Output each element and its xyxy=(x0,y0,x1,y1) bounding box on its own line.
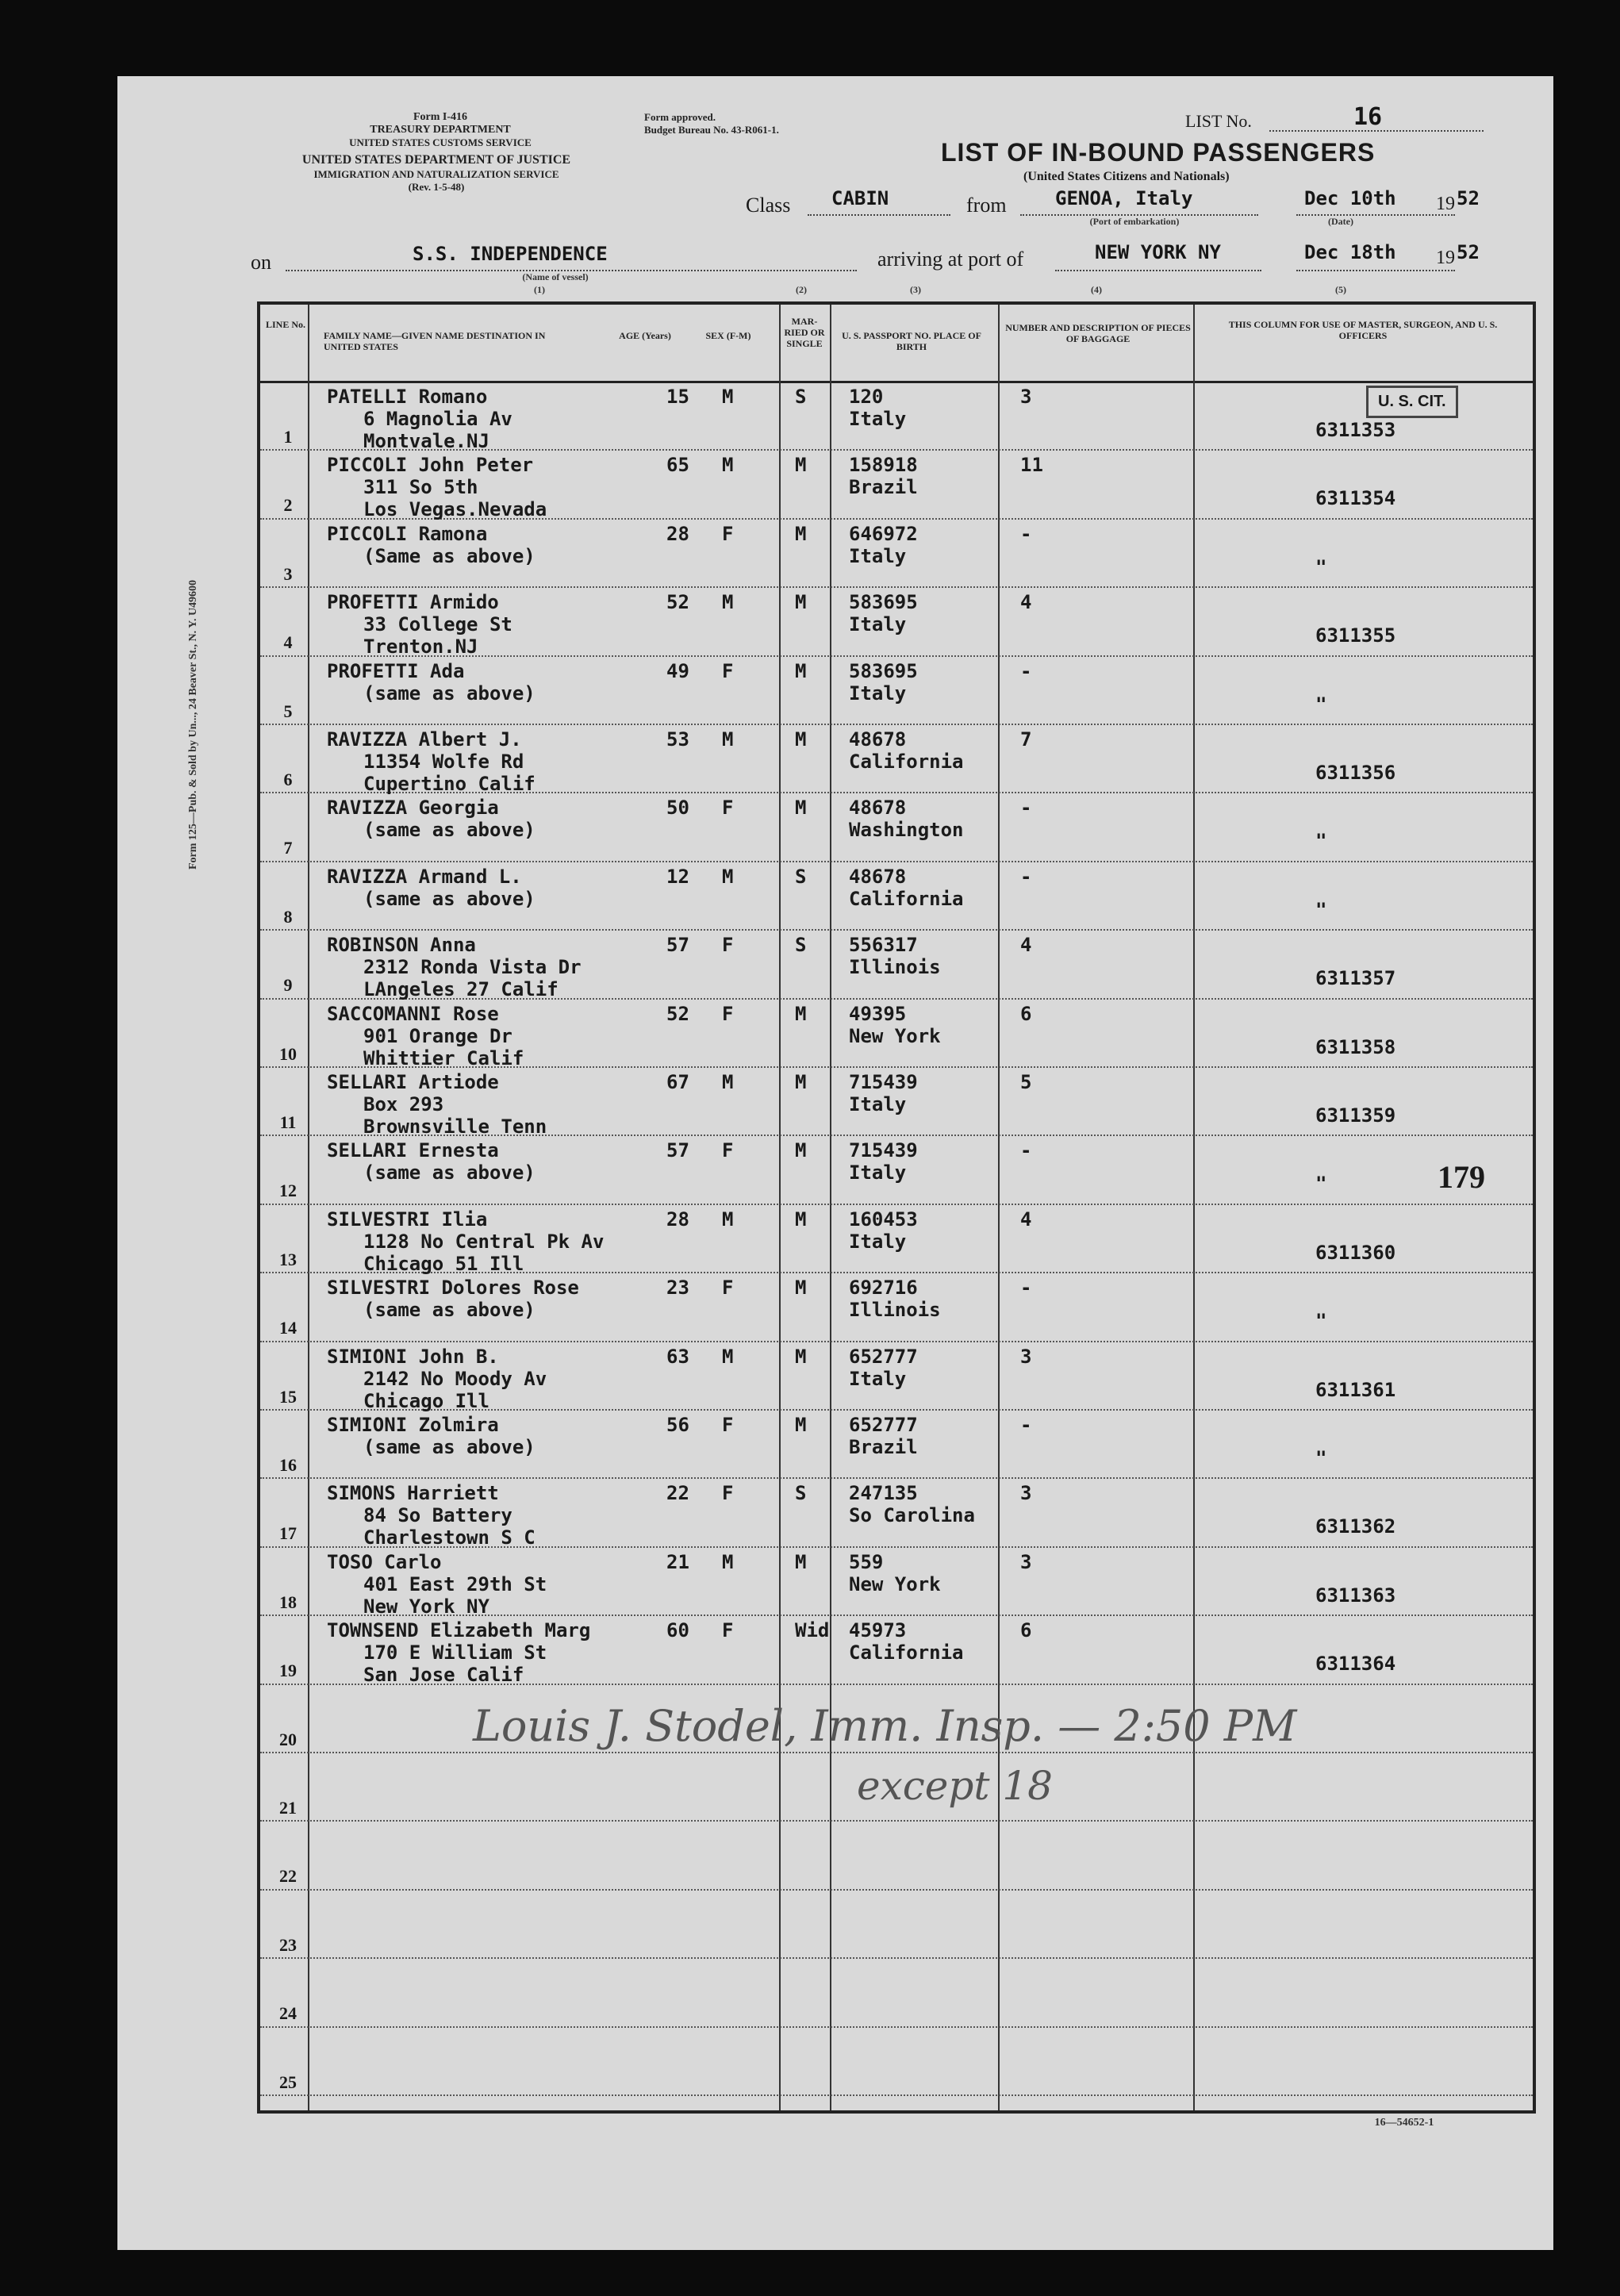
cell-pob: Brazil xyxy=(849,1436,918,1458)
cell-sex: F xyxy=(722,934,734,957)
cell-off: 6311363 xyxy=(1315,1584,1396,1607)
cell-sex: M xyxy=(722,1208,734,1231)
cell-pp: 556317 xyxy=(849,934,918,957)
table-row xyxy=(260,586,1533,656)
line-number: 10 xyxy=(279,1043,297,1064)
cell-bag: 4 xyxy=(1020,1208,1032,1231)
cell-ms: M xyxy=(795,1139,807,1162)
cell-pp: 49395 xyxy=(849,1002,907,1025)
line-number: 4 xyxy=(283,632,293,653)
cell-age: 21 xyxy=(666,1550,689,1573)
cell-name: PROFETTI Ada xyxy=(327,659,465,682)
cell-age: 52 xyxy=(666,1002,689,1025)
cell-ms: M xyxy=(795,1002,807,1025)
cell-age: 57 xyxy=(666,1139,689,1162)
cell-off: " xyxy=(1315,898,1327,921)
cell-name: TOWNSEND Elizabeth Marg xyxy=(327,1619,591,1642)
form-approved: Form approved. xyxy=(644,111,716,123)
cell-ms: S xyxy=(795,934,807,957)
cell-age: 23 xyxy=(666,1277,689,1300)
year1-value: 52 xyxy=(1457,187,1480,209)
line-number: 14 xyxy=(279,1318,297,1338)
table-row xyxy=(260,1204,1533,1273)
cell-pob: Brazil xyxy=(849,476,918,499)
cell-ms: M xyxy=(795,797,807,820)
cell-pob: California xyxy=(849,1641,964,1664)
cell-pob: Italy xyxy=(849,408,907,430)
line-number: 22 xyxy=(279,1866,297,1887)
date2-line xyxy=(1296,270,1455,271)
th-baggage: NUMBER AND DESCRIPTION OF PIECES OF BAGGAGE xyxy=(1005,322,1191,344)
cell-pob: Italy xyxy=(849,613,907,636)
cell-pp: 48678 xyxy=(849,728,907,751)
cell-addr1: 6 Magnolia Av xyxy=(363,408,512,430)
cell-pob: New York xyxy=(849,1572,941,1595)
table-row xyxy=(260,449,1533,519)
cell-off: " xyxy=(1315,1310,1327,1333)
th-officers: THIS COLUMN FOR USE OF MASTER, SURGEON, AND U. S. OFFICERS xyxy=(1228,319,1498,341)
cell-addr2: Montvale.NJ xyxy=(363,430,489,452)
cell-sex: F xyxy=(722,1139,734,1162)
from-value: GENOA, Italy xyxy=(1055,187,1193,209)
cell-bag: 3 xyxy=(1020,1482,1032,1505)
cell-pob: Italy xyxy=(849,1161,907,1184)
line-number: 18 xyxy=(279,1591,297,1612)
th-line: LINE No. xyxy=(265,319,305,330)
table-row xyxy=(260,929,1533,999)
cell-off: 6311364 xyxy=(1315,1653,1396,1676)
cell-addr1: (same as above) xyxy=(363,1161,536,1184)
class-value: CABIN xyxy=(831,187,889,209)
year1-prefix: 19 xyxy=(1436,194,1455,214)
cell-addr1: (same as above) xyxy=(363,682,536,705)
col-num-2: (2) xyxy=(796,284,807,295)
cell-ms: M xyxy=(795,522,807,545)
cell-name: PICCOLI John Peter xyxy=(327,454,534,477)
cell-name: PICCOLI Ramona xyxy=(327,522,488,545)
th-name: FAMILY NAME—GIVEN NAME DESTINATION IN UNITED STATES xyxy=(324,330,546,352)
cell-off: 6311356 xyxy=(1315,762,1396,784)
cell-age: 22 xyxy=(666,1482,689,1505)
line-number: 9 xyxy=(283,975,293,996)
cell-age: 49 xyxy=(666,659,689,682)
cell-pp: 715439 xyxy=(849,1139,918,1162)
cell-off: 6311357 xyxy=(1315,967,1396,990)
cell-pp: 45973 xyxy=(849,1619,907,1642)
cell-off: 6311361 xyxy=(1315,1378,1396,1401)
cell-age: 12 xyxy=(666,865,689,888)
col-num-3: (3) xyxy=(910,284,921,295)
cell-name: RAVIZZA Albert J. xyxy=(327,728,522,751)
line-number: 24 xyxy=(279,2003,297,2024)
line-number: 13 xyxy=(279,1249,297,1269)
line-number: 7 xyxy=(283,838,293,858)
cell-off: " xyxy=(1315,1173,1327,1196)
table-header xyxy=(260,305,1533,383)
cell-ms: M xyxy=(795,1071,807,1093)
dept-ins: IMMIGRATION AND NATURALIZATION SERVICE xyxy=(313,168,559,180)
cell-pob: Washington xyxy=(849,819,964,842)
cell-age: 53 xyxy=(666,728,689,751)
line-number: 6 xyxy=(283,770,293,789)
cell-pp: 160453 xyxy=(849,1208,918,1231)
cell-age: 63 xyxy=(666,1345,689,1368)
line-number: 16 xyxy=(279,1455,297,1475)
cell-off: " xyxy=(1315,830,1327,853)
cell-addr2: Chicago 51 Ill xyxy=(363,1252,524,1275)
table-row xyxy=(260,1546,1533,1616)
line-number: 8 xyxy=(283,906,293,927)
cell-name: SELLARI Ernesta xyxy=(327,1139,499,1162)
table-row xyxy=(260,1477,1533,1547)
class-label: Class xyxy=(746,194,791,217)
date1-value: Dec 10th xyxy=(1304,187,1396,209)
form-number: Form I-416 xyxy=(413,111,468,123)
cell-bag: - xyxy=(1020,1139,1032,1162)
cell-sex: F xyxy=(722,1619,734,1642)
cell-addr1: 170 E William St xyxy=(363,1641,547,1664)
cell-age: 65 xyxy=(666,454,689,477)
cell-addr2: Cupertino Calif xyxy=(363,773,536,795)
table-row xyxy=(260,655,1533,725)
col-num-1: (1) xyxy=(534,284,545,295)
cell-off: 6311355 xyxy=(1315,624,1396,647)
cell-addr2: Trenton.NJ xyxy=(363,635,478,658)
cell-ms: M xyxy=(795,728,807,751)
cell-sex: M xyxy=(722,865,734,888)
inspector-signature: Louis J. Stodel, Imm. Insp. — 2:50 PM xyxy=(473,1701,1297,1751)
cell-addr1: 33 College St xyxy=(363,613,512,636)
cell-pob: Italy xyxy=(849,544,907,567)
cell-name: RAVIZZA Georgia xyxy=(327,797,499,820)
cell-addr1: 401 East 29th St xyxy=(363,1572,547,1595)
cell-bag: - xyxy=(1020,1414,1032,1436)
cell-off: 6311358 xyxy=(1315,1035,1396,1058)
cell-bag: 4 xyxy=(1020,591,1032,614)
line-number: 12 xyxy=(279,1181,297,1201)
port-line xyxy=(1055,270,1261,271)
th-sex: SEX (F-M) xyxy=(705,330,751,341)
cell-sex: M xyxy=(722,454,734,477)
cell-sex: F xyxy=(722,659,734,682)
cell-addr1: 311 So 5th xyxy=(363,476,478,499)
cell-bag: 7 xyxy=(1020,728,1032,751)
cell-sex: F xyxy=(722,522,734,545)
table-row xyxy=(260,1341,1533,1411)
table-row xyxy=(260,1820,1533,1890)
cell-bag: - xyxy=(1020,659,1032,682)
cell-pp: 48678 xyxy=(849,865,907,888)
cell-age: 28 xyxy=(666,1208,689,1231)
cell-ms: M xyxy=(795,1550,807,1573)
cell-addr1: 84 So Battery xyxy=(363,1504,512,1527)
cell-off: 6311353 xyxy=(1315,419,1396,441)
cell-pp: 646972 xyxy=(849,522,918,545)
cell-bag: 3 xyxy=(1020,386,1032,408)
cell-pob: Italy xyxy=(849,1093,907,1115)
cell-addr1: (same as above) xyxy=(363,819,536,842)
table-row xyxy=(260,1957,1533,2027)
cell-name: PATELLI Romano xyxy=(327,386,488,408)
cell-bag: 3 xyxy=(1020,1345,1032,1368)
cell-pp: 48678 xyxy=(849,797,907,820)
cell-age: 67 xyxy=(666,1071,689,1093)
embark-caption: (Port of embarkation) xyxy=(1089,216,1180,227)
cell-sex: M xyxy=(722,1550,734,1573)
cell-pob: So Carolina xyxy=(849,1504,975,1527)
cell-pob: Italy xyxy=(849,1367,907,1390)
cell-name: ROBINSON Anna xyxy=(327,934,476,957)
col-num-4: (4) xyxy=(1091,284,1102,295)
table-row xyxy=(260,1066,1533,1136)
th-age: AGE (Years) xyxy=(619,330,671,341)
table-row xyxy=(260,1272,1533,1342)
cell-addr2: Chicago Ill xyxy=(363,1389,489,1412)
cell-ms: M xyxy=(795,591,807,614)
cell-addr1: 11354 Wolfe Rd xyxy=(363,751,524,773)
cell-age: 56 xyxy=(666,1414,689,1436)
cell-name: SIMONS Harriett xyxy=(327,1482,499,1505)
cell-sex: M xyxy=(722,591,734,614)
cell-off: " xyxy=(1315,555,1327,578)
cell-bag: - xyxy=(1020,797,1032,820)
cell-sex: F xyxy=(722,1482,734,1505)
line-number: 11 xyxy=(279,1112,297,1132)
cell-name: SACCOMANNI Rose xyxy=(327,1002,499,1025)
cell-sex: F xyxy=(722,797,734,820)
col-num-5: (5) xyxy=(1335,284,1346,295)
cell-pp: 652777 xyxy=(849,1414,918,1436)
line-number: 20 xyxy=(279,1729,297,1749)
list-no-label: LIST No. xyxy=(1185,111,1252,131)
cell-sex: F xyxy=(722,1414,734,1436)
cell-addr1: 2312 Ronda Vista Dr xyxy=(363,956,582,979)
cell-off: " xyxy=(1315,693,1327,716)
cell-pob: California xyxy=(849,751,964,773)
form-title: LIST OF IN-BOUND PASSENGERS xyxy=(941,138,1376,167)
cell-bag: 11 xyxy=(1020,454,1043,477)
cell-sex: M xyxy=(722,1345,734,1368)
table-row xyxy=(260,2026,1533,2096)
vessel-caption: (Name of vessel) xyxy=(522,271,589,282)
cell-ms: S xyxy=(795,1482,807,1505)
cell-ms: S xyxy=(795,865,807,888)
signature-note: except 18 xyxy=(857,1763,1053,1809)
cell-bag: - xyxy=(1020,1277,1032,1300)
table-row xyxy=(260,518,1533,588)
cell-ms: M xyxy=(795,1277,807,1300)
port-value: NEW YORK NY xyxy=(1095,241,1221,263)
table-row xyxy=(260,1409,1533,1479)
cell-pob: Italy xyxy=(849,682,907,705)
cell-name: SIMIONI John B. xyxy=(327,1345,499,1368)
list-no-value: 16 xyxy=(1353,103,1383,131)
th-married: MAR-RIED OR SINGLE xyxy=(784,316,825,349)
line-number: 3 xyxy=(283,563,293,584)
year2-prefix: 19 xyxy=(1436,248,1455,268)
cell-age: 52 xyxy=(666,591,689,614)
dept-treasury: TREASURY DEPARTMENT xyxy=(370,124,511,136)
cell-addr2: Brownsville Tenn xyxy=(363,1115,547,1138)
cell-name: SILVESTRI Dolores Rose xyxy=(327,1277,579,1300)
cell-bag: 4 xyxy=(1020,934,1032,957)
table-row xyxy=(260,381,1533,451)
cell-bag: - xyxy=(1020,522,1032,545)
cell-sex: M xyxy=(722,1071,734,1093)
cell-addr1: (same as above) xyxy=(363,1436,536,1458)
cell-bag: - xyxy=(1020,865,1032,888)
cell-sex: F xyxy=(722,1277,734,1300)
cell-addr2: Whittier Calif xyxy=(363,1046,524,1069)
cell-bag: 5 xyxy=(1020,1071,1032,1093)
cell-off: 6311359 xyxy=(1315,1104,1396,1127)
cell-name: SIMIONI Zolmira xyxy=(327,1414,499,1436)
table-row xyxy=(260,724,1533,793)
form-revision: (Rev. 1-5-48) xyxy=(408,181,465,193)
budget-bureau: Budget Bureau No. 43-R061-1. xyxy=(644,124,779,136)
date2-value: Dec 18th xyxy=(1304,241,1396,263)
passenger-table xyxy=(257,301,1536,2114)
cell-pp: 158918 xyxy=(849,454,918,477)
cell-addr1: Box 293 xyxy=(363,1093,444,1115)
dept-customs: UNITED STATES CUSTOMS SERVICE xyxy=(349,136,532,148)
cell-ms: M xyxy=(795,1414,807,1436)
line-number: 23 xyxy=(279,1934,297,1955)
cell-age: 50 xyxy=(666,797,689,820)
cell-ms: Wid xyxy=(795,1619,830,1642)
cell-age: 57 xyxy=(666,934,689,957)
cell-name: TOSO Carlo xyxy=(327,1550,442,1573)
line-number: 1 xyxy=(283,427,293,447)
line-number: 17 xyxy=(279,1523,297,1544)
cell-off: 6311362 xyxy=(1315,1515,1396,1538)
line-number: 25 xyxy=(279,2071,297,2092)
cell-pob: Illinois xyxy=(849,956,941,979)
cell-addr1: 2142 No Moody Av xyxy=(363,1367,547,1390)
table-row xyxy=(260,1135,1533,1204)
cell-pob: California xyxy=(849,887,964,910)
side-printer-text: Form 125—Pub. & Sold by Un..., 24 Beaver St., N. Y. U49600 xyxy=(187,579,199,870)
table-row xyxy=(260,998,1533,1068)
cell-sex: M xyxy=(722,386,734,408)
line-number: 15 xyxy=(279,1386,297,1407)
cell-name: SELLARI Artiode xyxy=(327,1071,499,1093)
cell-addr2: San Jose Calif xyxy=(363,1664,524,1687)
class-line xyxy=(808,214,950,216)
form-subtitle: (United States Citizens and Nationals) xyxy=(1023,170,1230,183)
on-label: on xyxy=(251,251,271,274)
table-row xyxy=(260,1889,1533,1959)
cell-ms: M xyxy=(795,454,807,477)
cell-pp: 583695 xyxy=(849,591,918,614)
cell-bag: 6 xyxy=(1020,1619,1032,1642)
cell-addr2: New York NY xyxy=(363,1595,489,1618)
cell-pob: New York xyxy=(849,1024,941,1047)
line-number: 5 xyxy=(283,701,293,721)
table-row xyxy=(260,861,1533,931)
footer-code: 16—54652-1 xyxy=(1374,2117,1434,2129)
cell-addr1: (same as above) xyxy=(363,1299,536,1322)
cell-off: 6311360 xyxy=(1315,1241,1396,1264)
th-passport: U. S. PASSPORT NO. PLACE OF BIRTH xyxy=(842,330,981,352)
cell-pp: 559 xyxy=(849,1550,884,1573)
cell-ms: S xyxy=(795,386,807,408)
table-row xyxy=(260,792,1533,862)
year2-value: 52 xyxy=(1457,241,1480,263)
cell-pob: Illinois xyxy=(849,1299,941,1322)
cell-pp: 247135 xyxy=(849,1482,918,1505)
cell-name: PROFETTI Armido xyxy=(327,591,499,614)
cell-addr1: 1128 No Central Pk Av xyxy=(363,1230,605,1253)
cell-pp: 652777 xyxy=(849,1345,918,1368)
cell-age: 28 xyxy=(666,522,689,545)
cell-sex: M xyxy=(722,728,734,751)
cell-addr2: Los Vegas.Nevada xyxy=(363,498,547,521)
cell-name: RAVIZZA Armand L. xyxy=(327,865,522,888)
cell-pob: Italy xyxy=(849,1230,907,1253)
cell-pp: 692716 xyxy=(849,1277,918,1300)
line-number: 19 xyxy=(279,1661,297,1681)
date-caption: (Date) xyxy=(1328,216,1353,227)
dept-justice: UNITED STATES DEPARTMENT OF JUSTICE xyxy=(301,153,571,167)
cell-age: 15 xyxy=(666,386,689,408)
cell-pp: 715439 xyxy=(849,1071,918,1093)
line-number: 21 xyxy=(279,1798,297,1818)
cell-ms: M xyxy=(795,659,807,682)
cell-bag: 6 xyxy=(1020,1002,1032,1025)
cell-bag: 3 xyxy=(1020,1550,1032,1573)
cell-ms: M xyxy=(795,1345,807,1368)
cell-addr1: 901 Orange Dr xyxy=(363,1024,512,1047)
cell-addr1: (Same as above) xyxy=(363,544,536,567)
cell-pp: 120 xyxy=(849,386,884,408)
table-row xyxy=(260,1614,1533,1687)
page-mark: 179 xyxy=(1438,1159,1485,1195)
from-label: from xyxy=(966,194,1007,217)
cell-sex: F xyxy=(722,1002,734,1025)
us-citizen-stamp: U. S. CIT. xyxy=(1366,386,1458,418)
line-number: 2 xyxy=(283,495,293,516)
vessel-value: S.S. INDEPENDENCE xyxy=(413,243,608,265)
cell-pp: 583695 xyxy=(849,659,918,682)
arriving-label: arriving at port of xyxy=(877,248,1024,271)
cell-name: SILVESTRI Ilia xyxy=(327,1208,488,1231)
cell-ms: M xyxy=(795,1208,807,1231)
cell-off: " xyxy=(1315,1447,1327,1469)
cell-off: 6311354 xyxy=(1315,487,1396,510)
cell-age: 60 xyxy=(666,1619,689,1642)
cell-addr2: LAngeles 27 Calif xyxy=(363,978,559,1001)
cell-addr2: Charlestown S C xyxy=(363,1526,536,1549)
cell-addr1: (same as above) xyxy=(363,887,536,910)
